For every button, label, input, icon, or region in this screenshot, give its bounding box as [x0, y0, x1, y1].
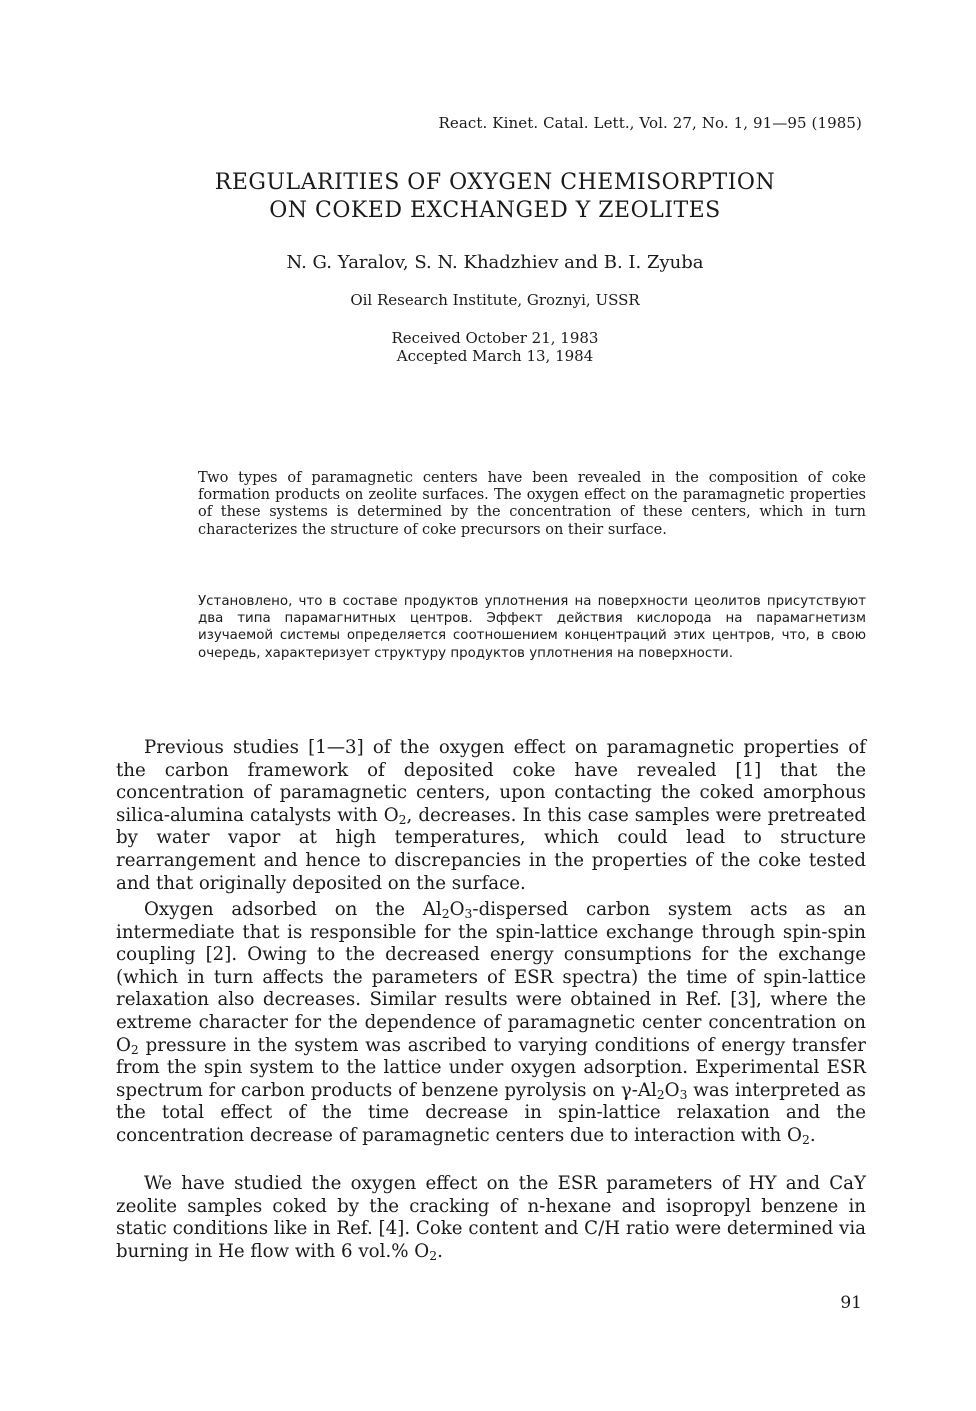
- subscript: 2: [441, 907, 450, 922]
- body-text-run: .: [809, 1124, 816, 1146]
- received-date: Received October 21, 1983: [391, 329, 599, 347]
- submission-dates: [0, 329, 976, 365]
- subscript: 3: [679, 1087, 688, 1102]
- affiliation: Oil Research Institute, Groznyi, USSR: [350, 291, 640, 309]
- title-line-1: REGULARITIES OF OXYGEN CHEMISORPTION: [214, 170, 776, 195]
- accepted-date: Accepted March 13, 1984: [396, 347, 594, 365]
- body-text-run: , decreases. In this case samples were pretreated by water vapor at high temperatures, which could lead to structure rearrangement and hence to discrepancies in the properties of the coke tested and that originally deposited on the surface.: [116, 804, 866, 894]
- body-paragraph-2: [116, 899, 866, 1148]
- page-number: 91: [840, 1293, 862, 1313]
- body-paragraph-3: [116, 1173, 866, 1263]
- subscript: 2: [398, 812, 407, 827]
- body-text-run: O: [449, 899, 465, 920]
- body-text-run: .: [437, 1240, 443, 1262]
- body-text-run: was interpreted as the total effect of the time decrease in spin-lattice relaxation and the concentration decrease of paramagnetic centers due to interaction with O: [116, 1079, 866, 1146]
- subscript: 2: [130, 1042, 139, 1057]
- subscript: 2: [801, 1133, 810, 1148]
- body-text-run: Oxygen adsorbed on the Al: [144, 899, 442, 920]
- body-text-run: -dispersed carbon system acts as an intermediate that is responsible for the spin-lattice exchange through spin-spin coupling [2]. Owing to the decreased energy consumptions for the exchange (which in turn affects the parameters of ESR spectra) the time of spin-lattice relaxation also decreases. Similar results were obtained in Ref. [3], where the extreme character for the dependence of paramagnetic center concentration on O: [116, 899, 866, 1056]
- subscript: 2: [656, 1087, 665, 1102]
- body-text-run: O: [664, 1079, 680, 1101]
- body-paragraph-1: [116, 737, 866, 895]
- body-text-run: Previous studies [1—3] of the oxygen effect on paramagnetic properties of the carbon framework of deposited coke have revealed [1] that the concentration of paramagnetic centers, upon contacting the coked amorphous silica-alumina catalysts with O: [116, 737, 866, 826]
- body-text-run: pressure in the system was ascribed to varying conditions of energy transfer from the spin system to the lattice under oxygen adsorption. Experimental ESR spectrum for carbon products of benzene pyrolysis on γ-Al: [116, 1034, 866, 1101]
- subscript: 2: [429, 1248, 438, 1263]
- author-list: N. G. Yaralov, S. N. Khadzhiev and B. I. Zyuba: [286, 252, 704, 273]
- subscript: 3: [464, 907, 473, 922]
- title-line-2: ON COKED EXCHANGED Y ZEOLITES: [269, 198, 721, 223]
- body-text-run: We have studied the oxygen effect on the ESR parameters of HY and CaY zeolite samples coked by the cracking of n-hexane and isopropyl benzene in static conditions like in Ref. [4]. Coke content and C/H ratio were determined via burning in He flow with 6 vol.% O: [116, 1173, 866, 1262]
- abstract-russian: Установлено, что в составе продуктов уплотнения на поверхности цеолитов присутствуют два типа парамагнитных центров. Эффект действия кислорода на парамагнетизм изучаемой системы определяется соотношением концентраций этих центров, что, в свою очередь, характеризует структуру продуктов уплотнения на поверхности.: [198, 594, 866, 661]
- journal-citation: React. Kinet. Catal. Lett., Vol. 27, No. 1, 91—95 (1985): [438, 114, 862, 132]
- abstract-english: Two types of paramagnetic centers have been revealed in the composition of coke formation products on zeolite surfaces. The oxygen effect on the paramagnetic properties of these systems is determined by the concentration of these centers, which in turn characterizes the structure of coke precursors on their surface.: [198, 470, 866, 538]
- article-title: [0, 169, 976, 225]
